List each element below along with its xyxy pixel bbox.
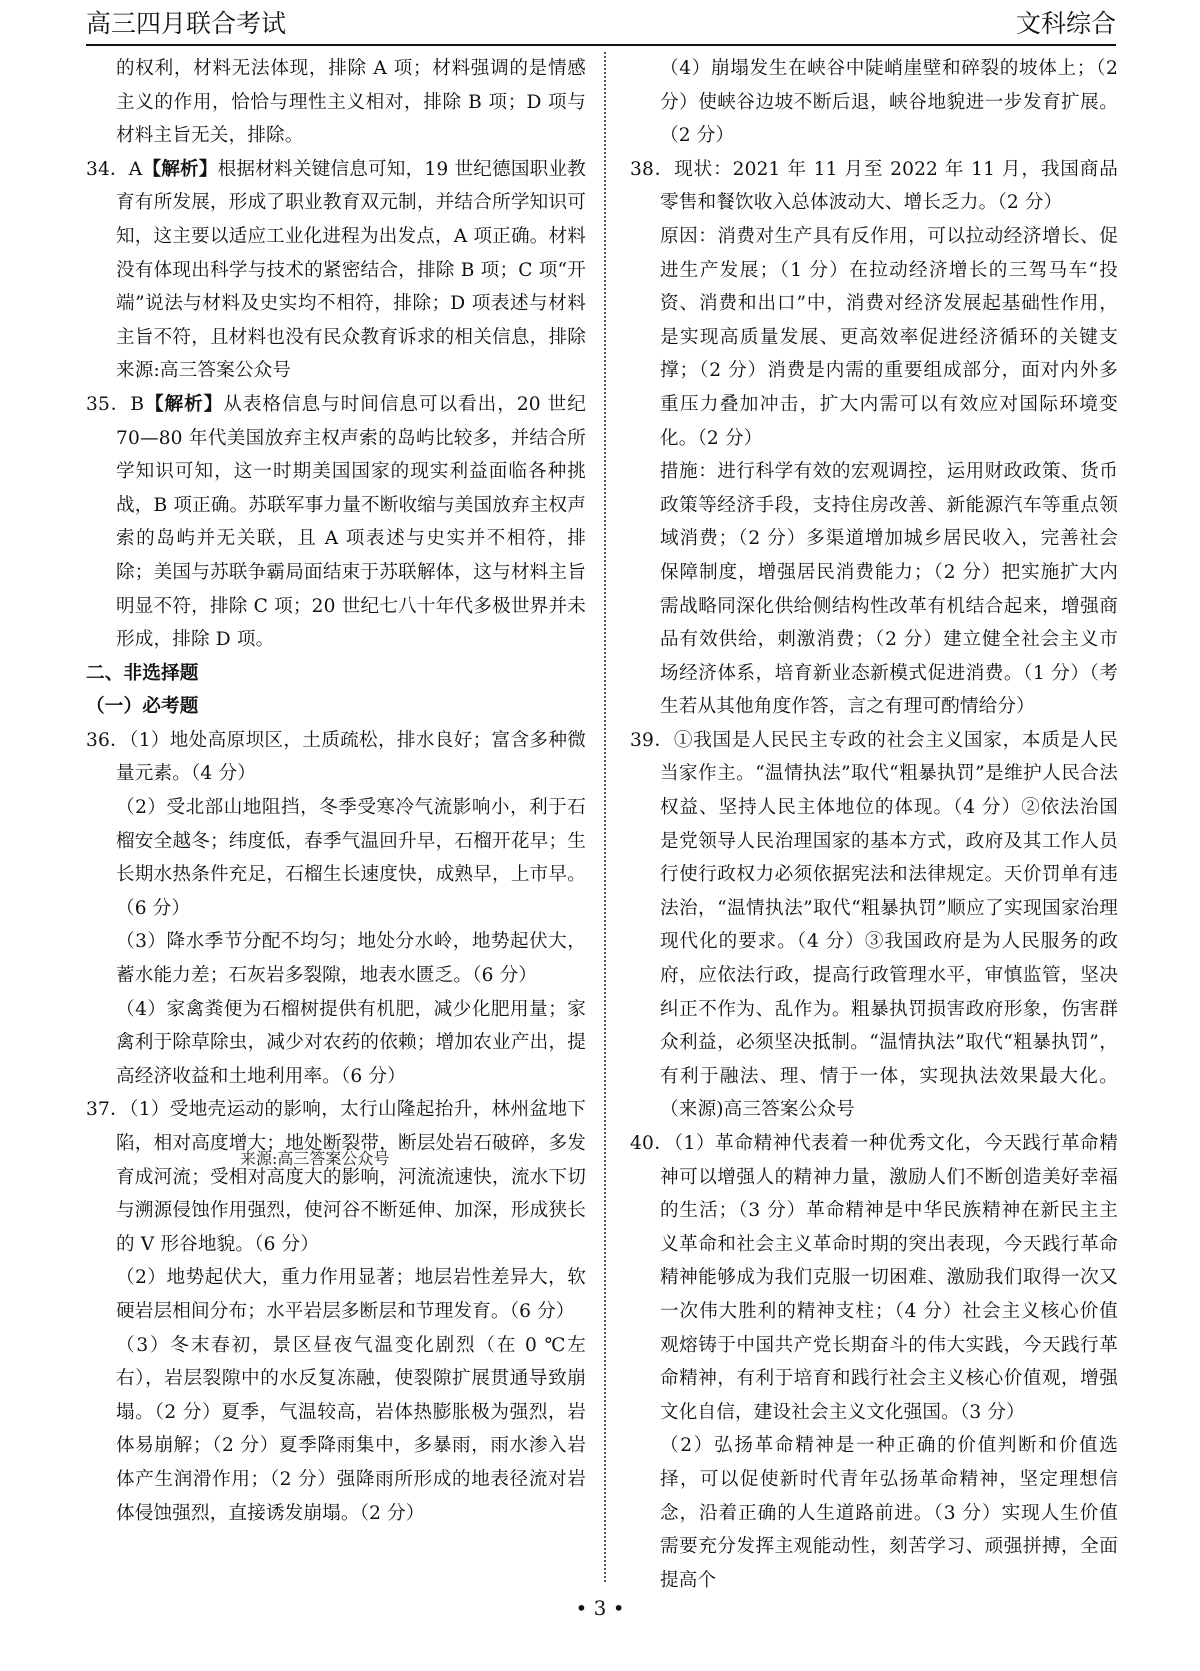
header-title: 高三四月联合考试 — [86, 9, 287, 38]
question-number: 40． — [630, 1133, 674, 1154]
answer-text: 根据材料关键信息可知，19 世纪德国职业教育有所发展，形成了职业教育双元制，并结合所学知识可知，这主要以适应工业化进程为出发点，A 项正确。材料没有体现出科学与技术的紧密结合，排除 B 项；C 项“开端”说法与材料及史实均不相符，排除；D 项表述与材料主旨不符，且材料也没有民众教育诉求的相关信息，排除来源:高三答案公众号 — [116, 158, 586, 382]
answer-subitem: （3）降水季节分配不均匀；地处分水岭，地势起伏大，蓄水能力差；石灰岩多裂隙，地表水匮乏。（6 分） — [116, 931, 586, 987]
question-number: 36． — [86, 729, 130, 751]
answer-text: （1）革命精神代表着一种优秀文化，今天践行革命精神可以增强人的精神力量，激励人们不断创造美好幸福的生活；（3 分）革命精神是中华民族精神在新民主主义革命和社会主义革命时期的突出表现，今天践行革命精神能够成为我们克服一切困难、激励我们取得一次又一次伟大胜利的精神支柱；（4 分）社会主义核心价值观熔铸于中国共产党长期奋斗的伟大实践，今天践行革命精神，有利于培育和践行社会主义核心价值观，增强文化自信，建设社会主义文化强国。（3 分） — [660, 1133, 1118, 1423]
answer-text: ①我国是人民民主专政的社会主义国家，本质是人民当家作主。“温情执法”取代“粗暴执罚”是维护人民合法权益、坚持人民主体地位的体现。（4 分）②依法治国是党领导人民治理国家的基本方式，政府及其工作人员行使行政权力必须依据宪法和法律规定。天价罚单有违法治，“温情执法”取代“粗暴执罚”顺应了实现国家治理现代化的要求。（4 分）③我国政府是为人民服务的政府，应依法行政，提高行政管理水平，审慎监管，坚决纠正不作为、乱作为。粗暴执罚损害政府形象，伤害群众利益，必须坚决抵制。“温情执法”取代“粗暴执罚”，有利于融法、理、情于一体，实现执法效果最大化。（来源)高三答案公众号 — [660, 729, 1118, 1121]
section-heading: 二、非选择题 — [86, 662, 199, 684]
question-number: 34．A — [86, 158, 143, 180]
answer-item — [630, 1127, 1118, 1429]
answer-text: （1）受地壳运动的影响，太行山隆起抬升，林州盆地下陷，相对高度增大；地处断裂带，断层处岩石破碎，多发育成河流；受相对高度大的影响，河流流速快，流水下切与溯源侵蚀作用强烈，使河谷不断延伸、加深，形成狭长的 V 形谷地貌。（6 分） — [116, 1099, 586, 1255]
answer-item — [86, 153, 586, 388]
watermark-text: 来源:高三答案公众号 — [240, 1149, 390, 1168]
question-number: 37． — [86, 1099, 130, 1121]
answer-subitem: （4）崩塌发生在峡谷中陡峭崖壁和碎裂的坡体上；（2 分）使峡谷边坡不断后退，峡谷地貌进一步发育扩展。（2 分） — [660, 58, 1118, 147]
question-number: 39． — [630, 729, 674, 751]
answer-subitem: 原因：消费对生产具有反作用，可以拉动经济增长、促进生产发展；（1 分）在拉动经济增长的三驾马车“投资、消费和出口”中，消费对经济发展起基础性作用，是实现高质量发展、更高效率促进经济循环的关键支撑；（2 分）消费是内需的重要组成部分，面对内外多重压力叠加冲击，扩大内需可以有效应对国际环境变化。（2 分） — [660, 225, 1118, 449]
section-heading: （一）必考题 — [86, 696, 199, 718]
continued-text: 的权利，材料无法体现，排除 A 项；材料强调的是情感主义的作用，恰恰与理性主义相对，排除 B 项；D 项与材料主旨无关，排除。 — [116, 58, 586, 147]
column-divider — [604, 52, 606, 1582]
page-number: • 3 • — [575, 1596, 625, 1620]
answer-text: 现状：2021 年 11 月至 2022 年 11 月，我国商品零售和餐饮收入总体波动大、增长乏力。（2 分） — [660, 158, 1118, 214]
answer-text: （1）地处高原坝区，土质疏松，排水良好；富含多种微量元素。（4 分） — [116, 729, 586, 785]
left-column — [86, 52, 586, 1530]
page-header — [86, 6, 1116, 46]
answer-subitem: （2）地势起伏大，重力作用显著；地层岩性差异大，软硬岩层相间分布；水平岩层多断层和节理发育。（6 分） — [116, 1267, 586, 1322]
analysis-label: 【解析】 — [144, 393, 224, 415]
analysis-label: 【解析】 — [142, 158, 218, 180]
answer-subitem: （2）受北部山地阻挡，冬季受寒冷气流影响小，利于石榴安全越冬；纬度低，春季气温回升早，石榴开花早；生长期水热条件充足，石榴生长速度快，成熟早，上市早。（6 分） — [116, 797, 586, 919]
answer-item — [86, 1093, 586, 1261]
answer-subitem: （2）弘扬革命精神是一种正确的价值判断和价值选择，可以促使新时代青年弘扬革命精神，坚定理想信念，沿着正确的人生道路前进。（3 分）实现人生价值需要充分发挥主观能动性，刻苦学习、顽强拼搏，全面提高个 — [660, 1435, 1118, 1591]
answer-text: 从表格信息与时间信息可以看出，20 世纪 70—80 年代美国放弃主权声索的岛屿比较多，并结合所学知识可知，这一时期美国国家的现实利益面临各种挑战，B 项正确。苏联军事力量不断收缩与美国放弃主权声索的岛屿并无关联，且 A 项表述与史实并不相符，排除；美国与苏联争霸局面结束于苏联解体，这与材料主旨明显不符，排除 C 项；20 世纪七八十年代多极世界并未形成，排除 D 项。 — [116, 393, 586, 651]
header-subject: 文科综合 — [1015, 9, 1116, 38]
answer-subitem: 措施：进行科学有效的宏观调控，运用财政政策、货币政策等经济手段，支持住房改善、新能源汽车等重点领域消费；（2 分）多渠道增加城乡居民收入，完善社会保障制度，增强居民消费能力；（2 分）把实施扩大内需战略同深化供给侧结构性改革有机结合起来，增强商品有效供给，刺激消费；（2 分）建立健全社会主义市场经济体系，培育新业态新模式促进消费。（1 分）（考生若从其他角度作答，言之有理可酌情给分） — [660, 461, 1118, 718]
answer-subitem: （3）冬末春初，景区昼夜气温变化剧烈（在 0 ℃左右），岩层裂隙中的水反复冻融，使裂隙扩展贯通导致崩塌。（2 分）夏季，气温较高，岩体热膨胀极为强烈，岩体易崩解；（2 分）夏季降雨集中，多暴雨，雨水渗入岩体产生润滑作用；（2 分）强降雨所形成的地表径流对岩体侵蚀强烈，直接诱发崩塌。（2 分） — [116, 1334, 586, 1524]
answer-item — [86, 724, 586, 791]
question-number: 35．B — [86, 393, 145, 415]
right-column — [630, 52, 1118, 1597]
question-number: 38． — [630, 158, 675, 180]
answer-subitem: （4）家禽粪便为石榴树提供有机肥，减少化肥用量；家禽利于除草除虫，减少对农药的依赖；增加农业产出，提高经济收益和土地利用率。（6 分） — [116, 998, 586, 1087]
answer-item — [86, 388, 586, 657]
answer-item — [630, 724, 1118, 1127]
answer-item — [630, 153, 1118, 220]
